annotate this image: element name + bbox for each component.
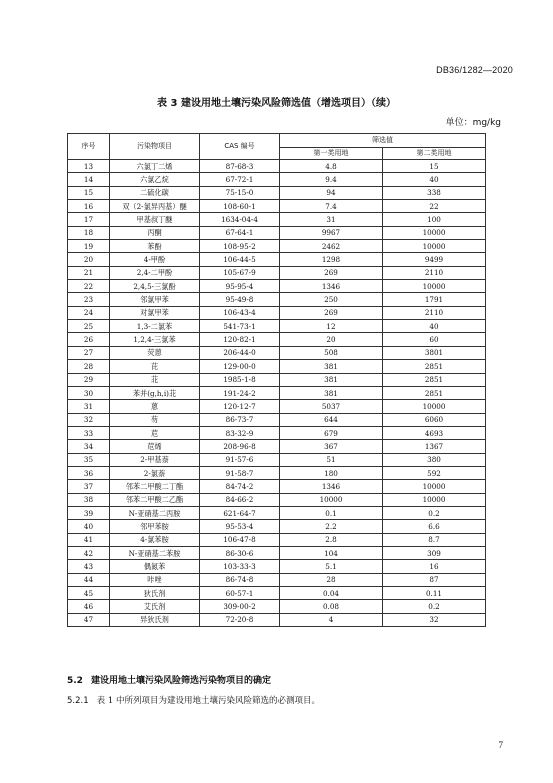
cell-class2: 592 bbox=[383, 466, 486, 479]
cell-seq: 23 bbox=[68, 293, 110, 306]
cell-class1: 1346 bbox=[280, 280, 383, 293]
cell-cas: 86-73-7 bbox=[200, 413, 280, 426]
cell-class1: 9967 bbox=[280, 226, 383, 239]
table-row bbox=[68, 280, 486, 293]
cell-class2: 0.11 bbox=[383, 587, 486, 600]
cell-cas: 95-53-4 bbox=[200, 520, 280, 533]
cell-pollutant: 偶氮苯 bbox=[110, 560, 200, 573]
cell-class1: 508 bbox=[280, 346, 383, 359]
cell-seq: 34 bbox=[68, 440, 110, 453]
cell-class2: 10000 bbox=[383, 226, 486, 239]
cell-class1: 94 bbox=[280, 186, 383, 199]
cell-pollutant: 1,3-二氯苯 bbox=[110, 320, 200, 333]
cell-class2: 10000 bbox=[383, 240, 486, 253]
header-screening-value: 筛选值 bbox=[280, 134, 486, 148]
cell-class2: 338 bbox=[383, 186, 486, 199]
cell-class1: 269 bbox=[280, 306, 383, 319]
cell-cas: 108-60-1 bbox=[200, 200, 280, 213]
cell-cas: 106-44-5 bbox=[200, 253, 280, 266]
cell-cas: 95-95-4 bbox=[200, 280, 280, 293]
cell-class2: 16 bbox=[383, 560, 486, 573]
cell-class1: 381 bbox=[280, 386, 383, 399]
cell-class1: 0.08 bbox=[280, 600, 383, 613]
cell-pollutant: 双（2-氯异丙基）醚 bbox=[110, 200, 200, 213]
cell-seq: 14 bbox=[68, 173, 110, 186]
cell-seq: 44 bbox=[68, 573, 110, 586]
cell-pollutant: 苊 bbox=[110, 426, 200, 439]
cell-cas: 191-24-2 bbox=[200, 386, 280, 399]
cell-cas: 86-74-8 bbox=[200, 573, 280, 586]
section-number: 5.2 bbox=[67, 676, 83, 686]
cell-pollutant: 2-甲基萘 bbox=[110, 453, 200, 466]
cell-cas: 91-58-7 bbox=[200, 466, 280, 479]
table-row bbox=[68, 493, 486, 506]
cell-cas: 67-64-1 bbox=[200, 226, 280, 239]
cell-cas: 621-64-7 bbox=[200, 506, 280, 519]
cell-class2: 10000 bbox=[383, 493, 486, 506]
table-row bbox=[68, 333, 486, 346]
header-class2-land: 第二类用地 bbox=[383, 148, 486, 160]
cell-class2: 10000 bbox=[383, 400, 486, 413]
table-row bbox=[68, 520, 486, 533]
cell-class2: 3801 bbox=[383, 346, 486, 359]
cell-class2: 4693 bbox=[383, 426, 486, 439]
cell-seq: 20 bbox=[68, 253, 110, 266]
cell-seq: 16 bbox=[68, 200, 110, 213]
cell-class2: 87 bbox=[383, 573, 486, 586]
table-row bbox=[68, 466, 486, 479]
table-row bbox=[68, 346, 486, 359]
cell-class1: 9.4 bbox=[280, 173, 383, 186]
cell-cas: 91-57-6 bbox=[200, 453, 280, 466]
cell-pollutant: 邻苯二甲酸二乙酯 bbox=[110, 493, 200, 506]
cell-class2: 0.2 bbox=[383, 600, 486, 613]
cell-seq: 43 bbox=[68, 560, 110, 573]
clause-text: 表 1 中所列项目为建设用地土壤污染风险筛选的必测项目。 bbox=[96, 696, 320, 706]
cell-cas: 75-15-0 bbox=[200, 186, 280, 199]
cell-class2: 10000 bbox=[383, 280, 486, 293]
cell-pollutant: 狄氏剂 bbox=[110, 587, 200, 600]
cell-class2: 1367 bbox=[383, 440, 486, 453]
table-row bbox=[68, 293, 486, 306]
cell-seq: 35 bbox=[68, 453, 110, 466]
cell-pollutant: 甲基叔丁醚 bbox=[110, 213, 200, 226]
cell-class2: 6.6 bbox=[383, 520, 486, 533]
cell-class2: 40 bbox=[383, 320, 486, 333]
cell-class2: 100 bbox=[383, 213, 486, 226]
cell-class1: 4 bbox=[280, 613, 383, 626]
cell-seq: 42 bbox=[68, 546, 110, 559]
table-row bbox=[68, 360, 486, 373]
cell-class1: 381 bbox=[280, 373, 383, 386]
cell-pollutant: 邻氯甲苯 bbox=[110, 293, 200, 306]
cell-class2: 2851 bbox=[383, 360, 486, 373]
cell-cas: 83-32-9 bbox=[200, 426, 280, 439]
cell-class1: 51 bbox=[280, 453, 383, 466]
cell-class1: 20 bbox=[280, 333, 383, 346]
cell-cas: 129-00-0 bbox=[200, 360, 280, 373]
cell-seq: 13 bbox=[68, 160, 110, 173]
cell-class1: 5037 bbox=[280, 400, 383, 413]
cell-pollutant: 4-氯苯胺 bbox=[110, 533, 200, 546]
table-row bbox=[68, 440, 486, 453]
cell-pollutant: 咔唑 bbox=[110, 573, 200, 586]
cell-class1: 644 bbox=[280, 413, 383, 426]
table-row bbox=[68, 587, 486, 600]
table-row bbox=[68, 186, 486, 199]
cell-class2: 32 bbox=[383, 613, 486, 626]
table-title: 表 3 建设用地土壤污染风险筛选值（增选项目）（续） bbox=[157, 98, 396, 109]
cell-class2: 9499 bbox=[383, 253, 486, 266]
cell-cas: 1985-1-8 bbox=[200, 373, 280, 386]
cell-class1: 250 bbox=[280, 293, 383, 306]
cell-cas: 84-66-2 bbox=[200, 493, 280, 506]
table-row bbox=[68, 240, 486, 253]
cell-class1: 28 bbox=[280, 573, 383, 586]
table-row bbox=[68, 200, 486, 213]
cell-seq: 40 bbox=[68, 520, 110, 533]
cell-class1: 12 bbox=[280, 320, 383, 333]
cell-cas: 208-96-8 bbox=[200, 440, 280, 453]
cell-cas: 72-20-8 bbox=[200, 613, 280, 626]
table-row bbox=[68, 600, 486, 613]
cell-cas: 108-95-2 bbox=[200, 240, 280, 253]
cell-cas: 309-00-2 bbox=[200, 600, 280, 613]
table-row bbox=[68, 546, 486, 559]
cell-class2: 8.7 bbox=[383, 533, 486, 546]
cell-cas: 105-67-9 bbox=[200, 266, 280, 279]
cell-class2: 15 bbox=[383, 160, 486, 173]
cell-seq: 18 bbox=[68, 226, 110, 239]
cell-class1: 7.4 bbox=[280, 200, 383, 213]
cell-class1: 2.8 bbox=[280, 533, 383, 546]
cell-class2: 2110 bbox=[383, 266, 486, 279]
table-row bbox=[68, 160, 486, 173]
table-row bbox=[68, 320, 486, 333]
cell-seq: 41 bbox=[68, 533, 110, 546]
table-row bbox=[68, 400, 486, 413]
cell-pollutant: 芴 bbox=[110, 413, 200, 426]
cell-pollutant: 苝 bbox=[110, 373, 200, 386]
cell-class2: 40 bbox=[383, 173, 486, 186]
cell-seq: 46 bbox=[68, 600, 110, 613]
table-row bbox=[68, 373, 486, 386]
header-class1-land: 第一类用地 bbox=[280, 148, 383, 160]
cell-class2: 0.2 bbox=[383, 506, 486, 519]
cell-class1: 10000 bbox=[280, 493, 383, 506]
cell-class1: 180 bbox=[280, 466, 383, 479]
cell-pollutant: 异狄氏剂 bbox=[110, 613, 200, 626]
section-heading bbox=[67, 673, 271, 686]
table-row bbox=[68, 426, 486, 439]
cell-cas: 106-47-8 bbox=[200, 533, 280, 546]
table-row bbox=[68, 560, 486, 573]
screening-values-table bbox=[67, 133, 486, 627]
cell-seq: 37 bbox=[68, 480, 110, 493]
cell-cas: 84-74-2 bbox=[200, 480, 280, 493]
cell-cas: 86-30-6 bbox=[200, 546, 280, 559]
cell-pollutant: N-亚硝基二丙胺 bbox=[110, 506, 200, 519]
cell-pollutant: 丙酮 bbox=[110, 226, 200, 239]
cell-class2: 2110 bbox=[383, 306, 486, 319]
cell-cas: 67-72-1 bbox=[200, 173, 280, 186]
table-row bbox=[68, 173, 486, 186]
table-row bbox=[68, 226, 486, 239]
cell-class2: 22 bbox=[383, 200, 486, 213]
cell-class1: 4.8 bbox=[280, 160, 383, 173]
cell-pollutant: N-亚硝基二苯胺 bbox=[110, 546, 200, 559]
table-row bbox=[68, 533, 486, 546]
cell-seq: 31 bbox=[68, 400, 110, 413]
cell-pollutant: 邻甲苯胺 bbox=[110, 520, 200, 533]
cell-seq: 28 bbox=[68, 360, 110, 373]
cell-class2: 6060 bbox=[383, 413, 486, 426]
cell-seq: 27 bbox=[68, 346, 110, 359]
page-number: 7 bbox=[498, 740, 503, 750]
cell-cas: 87-68-3 bbox=[200, 160, 280, 173]
cell-seq: 30 bbox=[68, 386, 110, 399]
cell-pollutant: 2-氯萘 bbox=[110, 466, 200, 479]
cell-cas: 103-33-3 bbox=[200, 560, 280, 573]
cell-pollutant: 邻苯二甲酸二丁酯 bbox=[110, 480, 200, 493]
cell-seq: 24 bbox=[68, 306, 110, 319]
cell-pollutant: 4-甲酚 bbox=[110, 253, 200, 266]
cell-pollutant: 1,2,4-三氯苯 bbox=[110, 333, 200, 346]
cell-seq: 25 bbox=[68, 320, 110, 333]
cell-pollutant: 六氯乙烷 bbox=[110, 173, 200, 186]
cell-seq: 32 bbox=[68, 413, 110, 426]
cell-pollutant: 芘 bbox=[110, 360, 200, 373]
table-row bbox=[68, 266, 486, 279]
header-pollutant: 污染物项目 bbox=[110, 134, 200, 160]
cell-class1: 381 bbox=[280, 360, 383, 373]
table-row bbox=[68, 613, 486, 626]
cell-class2: 10000 bbox=[383, 480, 486, 493]
cell-seq: 36 bbox=[68, 466, 110, 479]
table-row bbox=[68, 453, 486, 466]
cell-cas: 541-73-1 bbox=[200, 320, 280, 333]
cell-cas: 106-43-4 bbox=[200, 306, 280, 319]
cell-seq: 26 bbox=[68, 333, 110, 346]
clause-number: 5.2.1 bbox=[67, 696, 89, 706]
cell-class1: 367 bbox=[280, 440, 383, 453]
cell-seq: 29 bbox=[68, 373, 110, 386]
cell-cas: 120-12-7 bbox=[200, 400, 280, 413]
cell-class2: 60 bbox=[383, 333, 486, 346]
cell-seq: 39 bbox=[68, 506, 110, 519]
cell-pollutant: 2,4-二甲酚 bbox=[110, 266, 200, 279]
cell-seq: 19 bbox=[68, 240, 110, 253]
table-row bbox=[68, 213, 486, 226]
cell-seq: 17 bbox=[68, 213, 110, 226]
cell-cas: 120-82-1 bbox=[200, 333, 280, 346]
cell-class1: 0.04 bbox=[280, 587, 383, 600]
cell-pollutant: 六氯丁二烯 bbox=[110, 160, 200, 173]
cell-pollutant: 蒽 bbox=[110, 400, 200, 413]
cell-pollutant: 苊烯 bbox=[110, 440, 200, 453]
cell-seq: 22 bbox=[68, 280, 110, 293]
table-row bbox=[68, 573, 486, 586]
cell-pollutant: 对氯甲苯 bbox=[110, 306, 200, 319]
cell-cas: 206-44-0 bbox=[200, 346, 280, 359]
table-body bbox=[68, 160, 486, 627]
cell-class1: 2462 bbox=[280, 240, 383, 253]
cell-seq: 45 bbox=[68, 587, 110, 600]
table-row bbox=[68, 506, 486, 519]
cell-pollutant: 苯酚 bbox=[110, 240, 200, 253]
cell-seq: 47 bbox=[68, 613, 110, 626]
cell-class1: 5.1 bbox=[280, 560, 383, 573]
cell-class1: 1298 bbox=[280, 253, 383, 266]
cell-seq: 15 bbox=[68, 186, 110, 199]
cell-class2: 2851 bbox=[383, 373, 486, 386]
header-seq: 序号 bbox=[68, 134, 110, 160]
table-row bbox=[68, 413, 486, 426]
cell-class2: 2851 bbox=[383, 386, 486, 399]
table-row bbox=[68, 480, 486, 493]
cell-seq: 21 bbox=[68, 266, 110, 279]
cell-class1: 104 bbox=[280, 546, 383, 559]
cell-pollutant: 艾氏剂 bbox=[110, 600, 200, 613]
cell-seq: 33 bbox=[68, 426, 110, 439]
cell-class2: 1791 bbox=[383, 293, 486, 306]
cell-pollutant: 二硫化碳 bbox=[110, 186, 200, 199]
cell-class1: 269 bbox=[280, 266, 383, 279]
cell-class2: 380 bbox=[383, 453, 486, 466]
cell-seq: 38 bbox=[68, 493, 110, 506]
table-unit: 单位：mg/kg bbox=[445, 118, 501, 128]
cell-class1: 1346 bbox=[280, 480, 383, 493]
clause-paragraph bbox=[67, 694, 320, 706]
cell-pollutant: 荧蒽 bbox=[110, 346, 200, 359]
cell-pollutant: 苯并(g,h,i)苝 bbox=[110, 386, 200, 399]
section-title: 建设用地土壤污染风险筛选污染物项目的确定 bbox=[90, 676, 271, 686]
cell-class1: 679 bbox=[280, 426, 383, 439]
cell-class1: 0.1 bbox=[280, 506, 383, 519]
cell-class2: 309 bbox=[383, 546, 486, 559]
cell-class1: 2.2 bbox=[280, 520, 383, 533]
cell-cas: 1634-04-4 bbox=[200, 213, 280, 226]
document-code: DB36/1282—2020 bbox=[436, 65, 513, 75]
cell-class1: 31 bbox=[280, 213, 383, 226]
header-cas: CAS 编号 bbox=[200, 134, 280, 160]
table-row bbox=[68, 386, 486, 399]
table-row bbox=[68, 253, 486, 266]
table-row bbox=[68, 306, 486, 319]
cell-cas: 60-57-1 bbox=[200, 587, 280, 600]
cell-cas: 95-49-8 bbox=[200, 293, 280, 306]
cell-pollutant: 2,4,5-三氯酚 bbox=[110, 280, 200, 293]
